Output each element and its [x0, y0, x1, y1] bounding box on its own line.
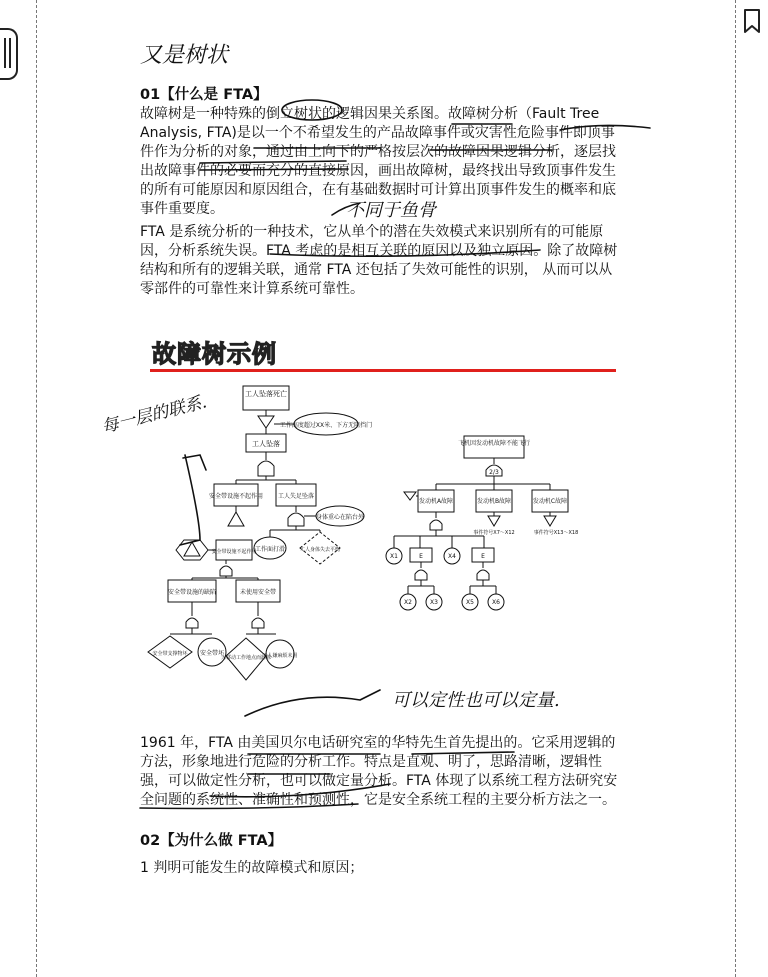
- event-label: 工人身体失去平衡: [299, 547, 341, 553]
- event-label: X1: [390, 553, 398, 560]
- condition-label: 工作高度超过XX米、下方无阻挡门: [279, 422, 373, 429]
- event-label: 未使用安全带: [239, 589, 277, 596]
- event-label: 发动机C故障: [532, 498, 568, 505]
- event-label: X2: [404, 599, 412, 606]
- event-label: E: [419, 553, 423, 560]
- event-label: 工人坠落死亡: [245, 390, 287, 398]
- fault-tree-diagram-right: [380, 430, 600, 620]
- section-history: [140, 734, 620, 810]
- handwritten-note: 每一层的联系.: [99, 392, 209, 438]
- fault-tree-diagram-left: [140, 380, 380, 690]
- paragraph: 故障树是一种特殊的倒立树状的逻辑因果关系图。故障树分析（Fault Tree Analysis, FTA)是以一个不希望发生的产品故障事件或灾害性危险事件即顶事件作为分析的对象，通过由上向下的严格按层次的故障因果逻辑分析，逐层找出故障事件的必要而充分的直接原因，画出故障树，最终找出导致顶事件发生的所有可能原因和原因组合，在有基础数据时可计算出顶事件发生的概率和底事件重要度。: [140, 106, 616, 217]
- event-label: 飞机因发动机故障不能飞行: [457, 440, 531, 447]
- figure-banner: 故障树示例: [152, 340, 277, 368]
- event-label: 安全带设施不起作用: [208, 493, 264, 500]
- event-label: 工人失足坠落: [277, 493, 315, 500]
- banner-underline: [150, 369, 616, 372]
- event-label: 工作面打滑: [254, 546, 286, 553]
- event-label: 事件符号X7～X12: [473, 530, 515, 536]
- event-label: 安全带设施不起作用: [211, 549, 257, 555]
- event-label: X6: [492, 599, 500, 606]
- event-label: 工人坠落: [252, 440, 280, 448]
- handwritten-note: 不同于鱼骨: [346, 200, 436, 221]
- event-label: 安全带设施的缺陷: [167, 589, 217, 596]
- event-label: 发动机A故障: [418, 498, 454, 505]
- paragraph: 1961 年，FTA 由美国贝尔电话研究室的华特先生首先提出的。它采用逻辑的方法，形象地进行危险的分析工作。特点是直观、明了，思路清晰，逻辑性强，可以做定性分析，也可以做定量分析。FTA 体现了以系统工程方法研究安全问题的系统性、准确性和预测性，它是安全系统工程的主要分析方法之一。: [140, 735, 618, 808]
- condition-label: 身体重心在陷台外: [315, 514, 365, 521]
- event-label: X3: [430, 599, 438, 606]
- event-label: 为移动工作地点而卸除: [220, 655, 272, 661]
- handwritten-title: 又是树状: [140, 43, 229, 68]
- event-label: E: [481, 553, 485, 560]
- list-item: [140, 859, 620, 878]
- paragraph: FTA 是系统分析的一种技术，它从单个的潜在失效模式来识别所有的可能原因，分析系统失误。FTA 考虑的是相互关联的原因以及独立原因。除了故障树结构和所有的逻辑关联，通常 FTA 还包括了失效可能性的识别， 从而可以从零部件的可靠性来计算系统可靠性。: [140, 224, 618, 297]
- section-heading: 02【为什么做 FTA】: [140, 833, 283, 849]
- section-heading: 01【什么是 FTA】: [140, 87, 268, 103]
- event-label: 安全带坏: [199, 650, 225, 657]
- list-item-text: 1 判明可能发生的故障模式和原因；: [140, 860, 364, 876]
- event-label: X4: [448, 553, 456, 560]
- handwritten-note: 可以定性也可以定量.: [392, 690, 560, 711]
- event-label: 安全带支撑物坏: [152, 651, 188, 657]
- gate-label: 2/3: [489, 469, 499, 476]
- event-label: X5: [466, 599, 474, 606]
- event-label: 工人嫌麻烦未用: [262, 653, 298, 659]
- event-label: 事件符号X13～X18: [533, 530, 579, 536]
- section-why-fta: [140, 832, 620, 851]
- event-label: 发动机B故障: [476, 498, 512, 505]
